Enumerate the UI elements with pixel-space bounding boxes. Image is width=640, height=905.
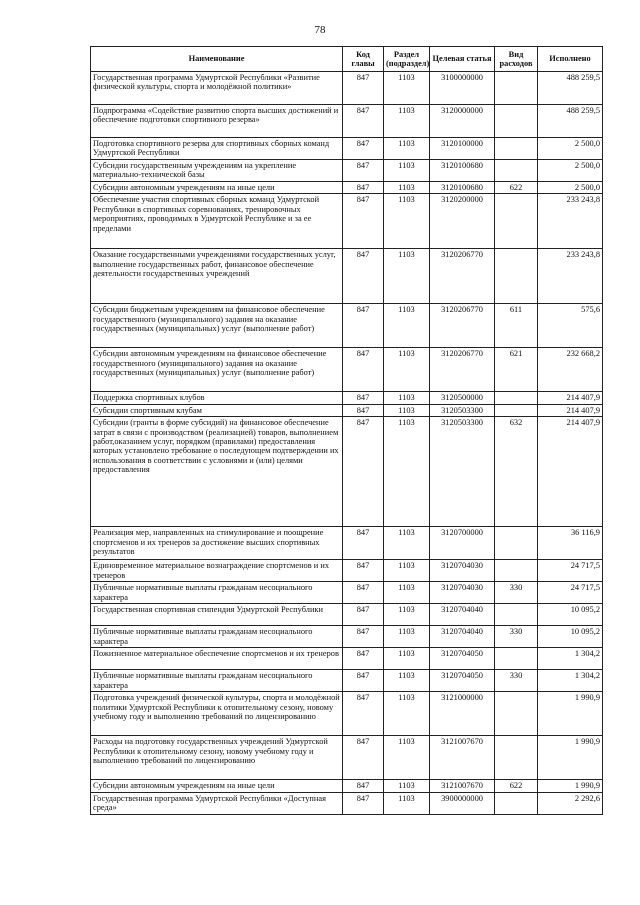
cell-name: Государственная программа Удмуртской Республики «Доступная среда» xyxy=(91,792,343,814)
table-row xyxy=(91,72,603,105)
cell-razdel: 1103 xyxy=(384,160,430,182)
cell-vid xyxy=(495,736,538,780)
cell-vid xyxy=(495,72,538,105)
cell-razdel: 1103 xyxy=(384,417,430,527)
cell-kod: 847 xyxy=(343,160,384,182)
cell-kod: 847 xyxy=(343,626,384,648)
table-row xyxy=(91,182,603,194)
cell-name: Субсидии бюджетным учреждениям на финансовое обеспечение государственного (муниципального) задания на оказание государственных (муниципальных) услуг (выполнение работ) xyxy=(91,304,343,348)
cell-statya: 3121007670 xyxy=(430,736,495,780)
cell-kod: 847 xyxy=(343,105,384,138)
cell-ispolneno: 1 990,9 xyxy=(538,780,603,792)
cell-name: Субсидии автономным учреждениям на иные цели xyxy=(91,780,343,792)
cell-name: Государственная программа Удмуртской Республики «Развитие физической культуры, спорта и молодёжной политики» xyxy=(91,72,343,105)
cell-vid xyxy=(495,105,538,138)
cell-ispolneno: 36 116,9 xyxy=(538,527,603,560)
cell-vid xyxy=(495,648,538,670)
table-row xyxy=(91,138,603,160)
cell-statya: 3121000000 xyxy=(430,692,495,736)
header-razdel: Раздел (подраздел) xyxy=(384,47,430,72)
cell-vid: 622 xyxy=(495,780,538,792)
table-row xyxy=(91,105,603,138)
cell-ispolneno: 10 095,2 xyxy=(538,604,603,626)
cell-statya: 3120704030 xyxy=(430,582,495,604)
cell-vid xyxy=(495,404,538,416)
cell-ispolneno: 214 407,9 xyxy=(538,417,603,527)
cell-ispolneno: 488 259,5 xyxy=(538,105,603,138)
cell-ispolneno: 575,6 xyxy=(538,304,603,348)
table-row xyxy=(91,160,603,182)
table-row xyxy=(91,670,603,692)
page-number: 78 xyxy=(314,24,326,36)
cell-razdel: 1103 xyxy=(384,105,430,138)
cell-vid xyxy=(495,249,538,304)
cell-statya: 3120704050 xyxy=(430,670,495,692)
cell-razdel: 1103 xyxy=(384,194,430,249)
table-header-row xyxy=(91,47,603,72)
cell-razdel: 1103 xyxy=(384,527,430,560)
cell-ispolneno: 2 500,0 xyxy=(538,182,603,194)
cell-name: Подпрограмма «Содействие развитию спорта высших достижений и обеспечение подготовки спортивного резерва» xyxy=(91,105,343,138)
cell-vid: 330 xyxy=(495,670,538,692)
cell-vid xyxy=(495,604,538,626)
cell-ispolneno: 233 243,8 xyxy=(538,194,603,249)
cell-name: Публичные нормативные выплаты гражданам несоциального характера xyxy=(91,582,343,604)
cell-razdel: 1103 xyxy=(384,72,430,105)
table-row xyxy=(91,417,603,527)
budget-table xyxy=(90,46,603,815)
cell-ispolneno: 214 407,9 xyxy=(538,392,603,404)
cell-kod: 847 xyxy=(343,182,384,194)
cell-vid: 330 xyxy=(495,626,538,648)
header-statya: Целевая статья xyxy=(430,47,495,72)
cell-vid xyxy=(495,138,538,160)
cell-razdel: 1103 xyxy=(384,582,430,604)
cell-name: Субсидии государственным учреждениям на укрепление материально-технической базы xyxy=(91,160,343,182)
cell-ispolneno: 10 095,2 xyxy=(538,626,603,648)
cell-name: Оказание государственными учреждениями государственных услуг, выполнение государственных работ, финансовое обеспечение деятельности государственных учреждений xyxy=(91,249,343,304)
cell-kod: 847 xyxy=(343,72,384,105)
table-row xyxy=(91,348,603,392)
cell-razdel: 1103 xyxy=(384,626,430,648)
cell-statya: 3100000000 xyxy=(430,72,495,105)
cell-name: Обеспечение участия спортивных сборных команд Удмуртской Республики в спортивных соревнованиях, тренировочных мероприятиях, проводимых в Удмуртской Республике и за ее пределами xyxy=(91,194,343,249)
cell-kod: 847 xyxy=(343,780,384,792)
cell-razdel: 1103 xyxy=(384,182,430,194)
cell-name: Субсидии автономным учреждениям на иные цели xyxy=(91,182,343,194)
cell-kod: 847 xyxy=(343,392,384,404)
cell-vid: 632 xyxy=(495,417,538,527)
cell-name: Публичные нормативные выплаты гражданам несоциального характера xyxy=(91,626,343,648)
cell-statya: 3120704030 xyxy=(430,560,495,582)
cell-name: Единовременное материальное вознаграждение спортсменов и их тренеров xyxy=(91,560,343,582)
cell-kod: 847 xyxy=(343,792,384,814)
cell-name: Реализация мер, направленных на стимулирование и поощрение спортсменов и их тренеров за достижение высших спортивных результатов xyxy=(91,527,343,560)
cell-razdel: 1103 xyxy=(384,692,430,736)
cell-name: Поддержка спортивных клубов xyxy=(91,392,343,404)
cell-ispolneno: 214 407,9 xyxy=(538,404,603,416)
cell-ispolneno: 2 500,0 xyxy=(538,138,603,160)
cell-ispolneno: 1 990,9 xyxy=(538,692,603,736)
cell-vid xyxy=(495,160,538,182)
cell-kod: 847 xyxy=(343,527,384,560)
cell-kod: 847 xyxy=(343,404,384,416)
cell-kod: 847 xyxy=(343,582,384,604)
cell-statya: 3120500000 xyxy=(430,392,495,404)
table-row xyxy=(91,194,603,249)
cell-ispolneno: 1 304,2 xyxy=(538,670,603,692)
cell-kod: 847 xyxy=(343,304,384,348)
cell-statya: 3120200000 xyxy=(430,194,495,249)
cell-razdel: 1103 xyxy=(384,736,430,780)
cell-razdel: 1103 xyxy=(384,392,430,404)
table-row xyxy=(91,527,603,560)
cell-vid: 611 xyxy=(495,304,538,348)
cell-name: Подготовка учреждений физической культуры, спорта и молодёжной политики Удмуртской Республики к отопительному сезону, новому учебному году и выполнению требований по лицензированию xyxy=(91,692,343,736)
cell-razdel: 1103 xyxy=(384,249,430,304)
cell-statya: 3120206770 xyxy=(430,249,495,304)
cell-vid xyxy=(495,527,538,560)
cell-ispolneno: 2 500,0 xyxy=(538,160,603,182)
cell-kod: 847 xyxy=(343,692,384,736)
table-row xyxy=(91,648,603,670)
cell-kod: 847 xyxy=(343,736,384,780)
cell-kod: 847 xyxy=(343,249,384,304)
cell-ispolneno: 488 259,5 xyxy=(538,72,603,105)
cell-vid xyxy=(495,792,538,814)
cell-statya: 3120704040 xyxy=(430,626,495,648)
table-row xyxy=(91,404,603,416)
cell-razdel: 1103 xyxy=(384,304,430,348)
cell-ispolneno: 1 990,9 xyxy=(538,736,603,780)
header-kod: Код главы xyxy=(343,47,384,72)
header-name: Наименование xyxy=(91,47,343,72)
header-vid: Вид расходов xyxy=(495,47,538,72)
cell-razdel: 1103 xyxy=(384,780,430,792)
cell-name: Расходы на подготовку государственных учреждений Удмуртской Республики к отопительному сезону, новому учебному году и выполнению требований по лицензированию xyxy=(91,736,343,780)
cell-razdel: 1103 xyxy=(384,648,430,670)
cell-kod: 847 xyxy=(343,417,384,527)
cell-name: Пожизненное материальное обеспечение спортсменов и их тренеров xyxy=(91,648,343,670)
cell-statya: 3120100000 xyxy=(430,138,495,160)
cell-statya: 3120100680 xyxy=(430,160,495,182)
cell-razdel: 1103 xyxy=(384,792,430,814)
cell-name: Субсидии автономным учреждениям на финансовое обеспечение государственного (муниципального) задания на оказание государственных (муниципальных) услуг (выполнение работ) xyxy=(91,348,343,392)
cell-razdel: 1103 xyxy=(384,604,430,626)
cell-kod: 847 xyxy=(343,138,384,160)
cell-kod: 847 xyxy=(343,648,384,670)
header-ispolneno: Исполнено xyxy=(538,47,603,72)
cell-statya: 3120700000 xyxy=(430,527,495,560)
table-row xyxy=(91,736,603,780)
cell-statya: 3120100680 xyxy=(430,182,495,194)
cell-ispolneno: 232 668,2 xyxy=(538,348,603,392)
cell-razdel: 1103 xyxy=(384,404,430,416)
cell-statya: 3120503300 xyxy=(430,404,495,416)
cell-ispolneno: 1 304,2 xyxy=(538,648,603,670)
cell-vid xyxy=(495,194,538,249)
cell-statya: 3120000000 xyxy=(430,105,495,138)
table-body xyxy=(91,72,603,815)
cell-name: Субсидии спортивным клубам xyxy=(91,404,343,416)
cell-kod: 847 xyxy=(343,560,384,582)
cell-vid xyxy=(495,560,538,582)
cell-vid: 621 xyxy=(495,348,538,392)
cell-vid xyxy=(495,692,538,736)
cell-razdel: 1103 xyxy=(384,348,430,392)
cell-razdel: 1103 xyxy=(384,670,430,692)
cell-statya: 3900000000 xyxy=(430,792,495,814)
cell-statya: 3120704050 xyxy=(430,648,495,670)
table-row xyxy=(91,604,603,626)
cell-statya: 3120206770 xyxy=(430,348,495,392)
cell-name: Субсидии (гранты в форме субсидий) на финансовое обеспечение затрат в связи с производством (реализацией) товаров, выполнением работ,оказанием услуг, порядком (правилами) предоставления которых установлено требование о последующем подтверждении их использования в соответствии с условиями и (или) целями предоставления xyxy=(91,417,343,527)
table-row xyxy=(91,792,603,814)
cell-statya: 3121007670 xyxy=(430,780,495,792)
table-row xyxy=(91,249,603,304)
cell-vid: 330 xyxy=(495,582,538,604)
table-row xyxy=(91,304,603,348)
cell-ispolneno: 24 717,5 xyxy=(538,560,603,582)
table-row xyxy=(91,582,603,604)
cell-ispolneno: 233 243,8 xyxy=(538,249,603,304)
cell-statya: 3120503300 xyxy=(430,417,495,527)
cell-razdel: 1103 xyxy=(384,138,430,160)
cell-kod: 847 xyxy=(343,670,384,692)
cell-vid: 622 xyxy=(495,182,538,194)
cell-vid xyxy=(495,392,538,404)
cell-name: Подготовка спортивного резерва для спортивных сборных команд Удмуртской Республики xyxy=(91,138,343,160)
cell-name: Публичные нормативные выплаты гражданам несоциального характера xyxy=(91,670,343,692)
table-row xyxy=(91,392,603,404)
cell-kod: 847 xyxy=(343,348,384,392)
cell-statya: 3120704040 xyxy=(430,604,495,626)
cell-kod: 847 xyxy=(343,604,384,626)
cell-razdel: 1103 xyxy=(384,560,430,582)
cell-ispolneno: 24 717,5 xyxy=(538,582,603,604)
cell-ispolneno: 2 292,6 xyxy=(538,792,603,814)
cell-kod: 847 xyxy=(343,194,384,249)
cell-statya: 3120206770 xyxy=(430,304,495,348)
table-row xyxy=(91,626,603,648)
table-row xyxy=(91,780,603,792)
table-row xyxy=(91,560,603,582)
table-row xyxy=(91,692,603,736)
cell-name: Государственная спортивная стипендия Удмуртской Республики xyxy=(91,604,343,626)
